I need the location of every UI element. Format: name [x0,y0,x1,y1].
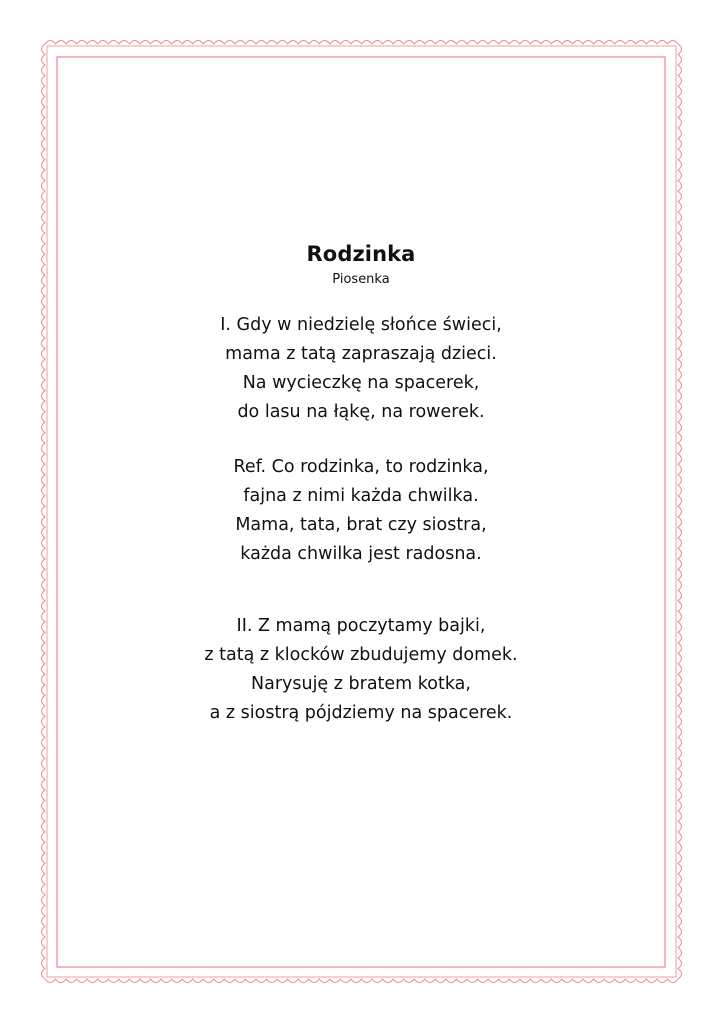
stanza-refrain [57,453,665,569]
stanza-line: fajna z nimi każda chwilka. [243,486,479,506]
stanza-line: do lasu na łąkę, na rowerek. [237,402,485,422]
stanza-line: a z siostrą pójdziemy na spacerek. [209,703,513,723]
stanza-line: Narysuję z bratem kotka, [251,674,471,694]
stanza-line: Ref. Co rodzinka, to rodzinka, [233,457,489,477]
stanza-line: mama z tatą zapraszają dzieci. [225,344,497,364]
stanza-verse-1 [57,311,665,427]
stanza-line: Mama, tata, brat czy siostra, [235,515,487,535]
stanza-verse-2 [57,612,665,728]
stanza-line: I. Gdy w niedzielę słońce świeci, [220,315,502,335]
stanza-line: każda chwilka jest radosna. [240,544,482,564]
stanza-line: z tatą z klocków zbudujemy domek. [204,645,518,665]
song-subtitle: Piosenka [332,272,390,287]
stanza-line: II. Z mamą poczytamy bajki, [236,616,486,636]
song-title: Rodzinka [306,242,416,266]
stanza-line: Na wycieczkę na spacerek, [242,373,480,393]
